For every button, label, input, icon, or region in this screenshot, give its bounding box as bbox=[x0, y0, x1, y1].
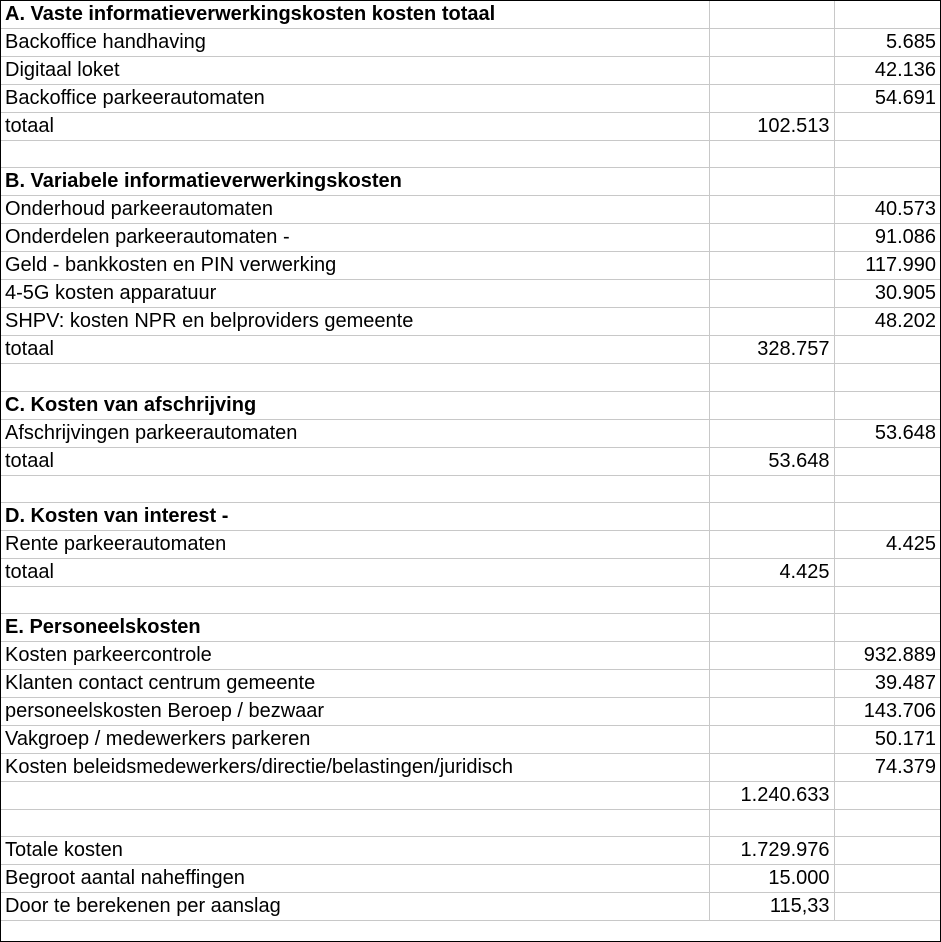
label-cell[interactable]: totaal bbox=[1, 113, 709, 141]
blank-row bbox=[1, 141, 940, 168]
section-title-cell[interactable]: E. Personeelskosten bbox=[1, 614, 709, 642]
label-cell[interactable]: Geld - bankkosten en PIN verwerking bbox=[1, 252, 709, 280]
label-cell[interactable] bbox=[1, 586, 709, 613]
cost-item-row bbox=[1, 85, 940, 113]
section-heading-row bbox=[1, 614, 940, 642]
amount-cell[interactable] bbox=[834, 558, 940, 586]
label-cell[interactable] bbox=[1, 475, 709, 502]
label-cell[interactable]: personeelskosten Beroep / bezwaar bbox=[1, 698, 709, 726]
label-cell[interactable]: totaal bbox=[1, 336, 709, 364]
section-heading-row bbox=[1, 1, 940, 29]
subtotal-cell[interactable] bbox=[709, 586, 834, 613]
amount-cell[interactable] bbox=[834, 475, 940, 502]
subtotal-cell[interactable]: 115,33 bbox=[709, 893, 834, 921]
section-title-cell[interactable]: C. Kosten van afschrijving bbox=[1, 391, 709, 419]
subtotal-cell[interactable]: 328.757 bbox=[709, 336, 834, 364]
section-heading-row bbox=[1, 168, 940, 196]
cost-item-row bbox=[1, 57, 940, 85]
subtotal-cell[interactable]: 102.513 bbox=[709, 113, 834, 141]
amount-cell[interactable] bbox=[834, 614, 940, 642]
label-cell[interactable]: Totale kosten bbox=[1, 837, 709, 865]
section-title-cell[interactable]: A. Vaste informatieverwerkingskosten kosten totaal bbox=[1, 1, 709, 29]
cost-item-row bbox=[1, 670, 940, 698]
total-row bbox=[1, 447, 940, 475]
subtotal-cell[interactable] bbox=[709, 364, 834, 391]
label-cell[interactable]: 4-5G kosten apparatuur bbox=[1, 280, 709, 308]
subtotal-cell[interactable] bbox=[709, 280, 834, 308]
blank-row bbox=[1, 475, 940, 502]
subtotal-cell[interactable]: 1.729.976 bbox=[709, 837, 834, 865]
subtotal-cell[interactable]: 1.240.633 bbox=[709, 782, 834, 810]
subtotal-cell[interactable] bbox=[709, 168, 834, 196]
section-title-cell[interactable]: B. Variabele informatieverwerkingskosten bbox=[1, 168, 709, 196]
label-cell[interactable]: Door te berekenen per aanslag bbox=[1, 893, 709, 921]
subtotal-cell[interactable] bbox=[709, 754, 834, 782]
cost-item-row bbox=[1, 280, 940, 308]
cost-item-row bbox=[1, 726, 940, 754]
label-cell[interactable] bbox=[1, 810, 709, 837]
subtotal-cell[interactable] bbox=[709, 475, 834, 502]
amount-cell[interactable]: 42.136 bbox=[834, 57, 940, 85]
amount-cell[interactable]: 117.990 bbox=[834, 252, 940, 280]
cost-item-row bbox=[1, 642, 940, 670]
cost-item-row bbox=[1, 754, 940, 782]
subtotal-cell[interactable] bbox=[709, 1, 834, 29]
blank-row bbox=[1, 364, 940, 391]
amount-cell[interactable]: 50.171 bbox=[834, 726, 940, 754]
amount-cell[interactable] bbox=[834, 1, 940, 29]
subtotal-cell[interactable] bbox=[709, 29, 834, 57]
summary-row bbox=[1, 865, 940, 893]
label-cell[interactable]: Onderhoud parkeerautomaten bbox=[1, 196, 709, 224]
subtotal-cell[interactable] bbox=[709, 698, 834, 726]
amount-cell[interactable] bbox=[834, 113, 940, 141]
section-heading-row bbox=[1, 391, 940, 419]
label-cell[interactable]: Afschrijvingen parkeerautomaten bbox=[1, 419, 709, 447]
amount-cell[interactable] bbox=[834, 168, 940, 196]
subtotal-cell[interactable] bbox=[709, 502, 834, 530]
amount-cell[interactable]: 91.086 bbox=[834, 224, 940, 252]
label-cell[interactable]: SHPV: kosten NPR en belproviders gemeente bbox=[1, 308, 709, 336]
label-cell[interactable]: Digitaal loket bbox=[1, 57, 709, 85]
subtotal-cell[interactable]: 15.000 bbox=[709, 865, 834, 893]
subtotal-cell[interactable] bbox=[709, 196, 834, 224]
label-cell[interactable]: Rente parkeerautomaten bbox=[1, 530, 709, 558]
cost-item-row bbox=[1, 224, 940, 252]
amount-cell[interactable]: 53.648 bbox=[834, 419, 940, 447]
cost-item-row bbox=[1, 29, 940, 57]
subtotal-cell[interactable] bbox=[709, 530, 834, 558]
label-cell[interactable]: totaal bbox=[1, 447, 709, 475]
cost-item-row bbox=[1, 196, 940, 224]
subtotal-cell[interactable] bbox=[709, 419, 834, 447]
label-cell[interactable]: Onderdelen parkeerautomaten - bbox=[1, 224, 709, 252]
summary-row bbox=[1, 837, 940, 865]
cost-item-row bbox=[1, 419, 940, 447]
amount-cell[interactable] bbox=[834, 782, 940, 810]
amount-cell[interactable]: 932.889 bbox=[834, 642, 940, 670]
amount-cell[interactable]: 74.379 bbox=[834, 754, 940, 782]
label-cell[interactable] bbox=[1, 141, 709, 168]
section-heading-row bbox=[1, 502, 940, 530]
label-cell[interactable]: Begroot aantal naheffingen bbox=[1, 865, 709, 893]
cost-item-row bbox=[1, 308, 940, 336]
cost-item-row bbox=[1, 252, 940, 280]
cost-item-row bbox=[1, 530, 940, 558]
amount-cell[interactable] bbox=[834, 865, 940, 893]
amount-cell[interactable] bbox=[834, 141, 940, 168]
amount-cell[interactable]: 54.691 bbox=[834, 85, 940, 113]
subtotal-cell[interactable] bbox=[709, 670, 834, 698]
subtotal-cell[interactable]: 53.648 bbox=[709, 447, 834, 475]
subtotal-cell[interactable] bbox=[709, 810, 834, 837]
label-cell[interactable]: Backoffice parkeerautomaten bbox=[1, 85, 709, 113]
label-cell[interactable]: Vakgroep / medewerkers parkeren bbox=[1, 726, 709, 754]
subtotal-cell[interactable] bbox=[709, 252, 834, 280]
subtotal-cell[interactable] bbox=[709, 141, 834, 168]
blank-row bbox=[1, 586, 940, 613]
label-cell[interactable] bbox=[1, 782, 709, 810]
subtotal-cell[interactable]: 4.425 bbox=[709, 558, 834, 586]
total-row bbox=[1, 336, 940, 364]
subtotal-cell[interactable] bbox=[709, 642, 834, 670]
total-row bbox=[1, 782, 940, 810]
amount-cell[interactable]: 143.706 bbox=[834, 698, 940, 726]
total-row bbox=[1, 113, 940, 141]
section-title-cell[interactable]: D. Kosten van interest - bbox=[1, 502, 709, 530]
amount-cell[interactable]: 30.905 bbox=[834, 280, 940, 308]
label-cell[interactable]: Backoffice handhaving bbox=[1, 29, 709, 57]
amount-cell[interactable] bbox=[834, 810, 940, 837]
label-cell[interactable]: Kosten beleidsmedewerkers/directie/belastingen/juridisch bbox=[1, 754, 709, 782]
label-cell[interactable]: totaal bbox=[1, 558, 709, 586]
subtotal-cell[interactable] bbox=[709, 57, 834, 85]
amount-cell[interactable]: 39.487 bbox=[834, 670, 940, 698]
amount-cell[interactable] bbox=[834, 336, 940, 364]
subtotal-cell[interactable] bbox=[709, 726, 834, 754]
total-row bbox=[1, 558, 940, 586]
cost-table bbox=[1, 1, 940, 921]
label-cell[interactable]: Kosten parkeercontrole bbox=[1, 642, 709, 670]
amount-cell[interactable]: 48.202 bbox=[834, 308, 940, 336]
subtotal-cell[interactable] bbox=[709, 308, 834, 336]
subtotal-cell[interactable] bbox=[709, 85, 834, 113]
amount-cell[interactable] bbox=[834, 893, 940, 921]
cost-item-row bbox=[1, 698, 940, 726]
label-cell[interactable]: Klanten contact centrum gemeente bbox=[1, 670, 709, 698]
amount-cell[interactable] bbox=[834, 586, 940, 613]
amount-cell[interactable] bbox=[834, 837, 940, 865]
summary-row bbox=[1, 893, 940, 921]
amount-cell[interactable] bbox=[834, 391, 940, 419]
amount-cell[interactable]: 5.685 bbox=[834, 29, 940, 57]
amount-cell[interactable]: 40.573 bbox=[834, 196, 940, 224]
amount-cell[interactable] bbox=[834, 447, 940, 475]
cost-table-body bbox=[1, 1, 940, 921]
amount-cell[interactable] bbox=[834, 502, 940, 530]
subtotal-cell[interactable] bbox=[709, 224, 834, 252]
blank-row bbox=[1, 810, 940, 837]
subtotal-cell[interactable] bbox=[709, 391, 834, 419]
subtotal-cell[interactable] bbox=[709, 614, 834, 642]
label-cell[interactable] bbox=[1, 364, 709, 391]
amount-cell[interactable] bbox=[834, 364, 940, 391]
amount-cell[interactable]: 4.425 bbox=[834, 530, 940, 558]
